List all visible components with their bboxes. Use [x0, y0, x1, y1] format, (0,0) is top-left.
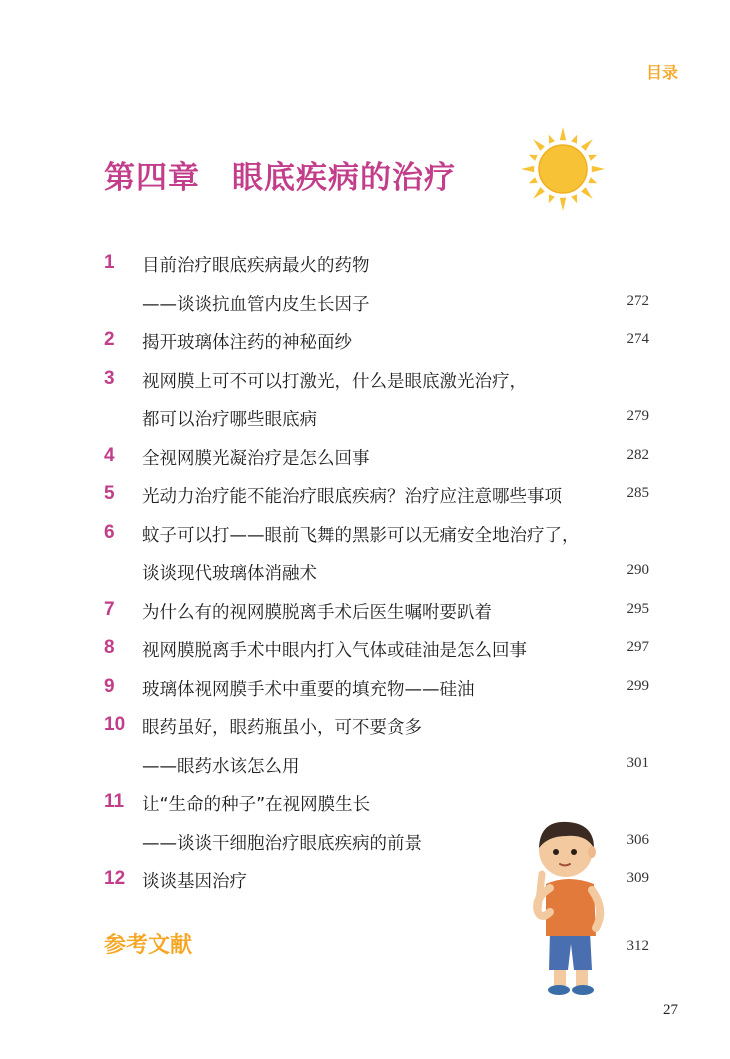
toc-entry-title: 都可以治疗哪些眼底病 [142, 410, 317, 430]
thinking-boy-illustration [516, 812, 620, 997]
toc-entry-page: 274 [626, 331, 649, 347]
sun-ray [592, 166, 605, 172]
toc-entry-page: 299 [626, 677, 649, 694]
toc-entry [104, 479, 649, 518]
section-label: 目录 [645, 63, 678, 82]
chapter-title: 第四章 眼底疾病的治疗 [104, 160, 456, 196]
toc-entry-number: 9 [104, 675, 115, 697]
toc-entry-number: 3 [104, 367, 115, 389]
toc-entry [104, 364, 649, 403]
toc-entry-title: 全视网膜光凝治疗是怎么回事 [142, 448, 370, 469]
toc-entry-title: 为什么有的视网膜脱离手术后医生嘱咐要趴着 [142, 602, 492, 623]
toc-entry-number: 10 [104, 714, 126, 735]
sun-ray [529, 177, 538, 183]
toc-entry [104, 402, 649, 441]
toc-entry [104, 287, 649, 326]
toc-entry-page: 306 [626, 831, 649, 848]
sun-ray [533, 139, 545, 151]
page-number: 27 [663, 1002, 678, 1018]
sun-ray [588, 155, 597, 161]
sun-icon [520, 126, 606, 212]
toc-entry-number: 2 [104, 329, 115, 350]
toc-entry-number: 1 [104, 252, 115, 273]
toc-entry-title: 谈谈基因治疗 [142, 872, 247, 892]
sun-ray [581, 187, 593, 199]
toc-list [104, 248, 649, 903]
toc-entry-title: 眼药虽好，眼药瓶虽小，可不要贪多 [142, 718, 422, 738]
toc-entry-page: 297 [626, 639, 649, 655]
toc-entry-page: 290 [626, 562, 649, 578]
toc-entry-number: 5 [104, 483, 115, 504]
sun-ray [581, 139, 593, 151]
toc-entry-page: 285 [626, 485, 649, 501]
toc-entry [104, 749, 649, 788]
references-heading: 参考文献 [104, 933, 193, 958]
toc-entry [104, 325, 649, 364]
toc-entry [104, 518, 649, 557]
toc-entry-title: 蚊子可以打——眼前飞舞的黑影可以无痛安全地治疗了， [142, 525, 580, 546]
toc-entry [104, 633, 649, 672]
toc-entry-title: 让“生命的种子”在视网膜生长 [142, 795, 371, 815]
toc-entry-page: 282 [626, 446, 649, 463]
toc-entry-title: 光动力治疗能不能治疗眼底疾病？治疗应注意哪些事项 [142, 487, 562, 507]
toc-entry-title: 目前治疗眼底疾病最火的药物 [142, 256, 370, 276]
toc-entry-title: 谈谈现代玻璃体消融术 [142, 564, 317, 584]
references-page: 312 [626, 938, 649, 954]
toc-entry-number: 7 [104, 598, 115, 620]
toc-entry [104, 248, 649, 287]
toc-entry [104, 556, 649, 595]
toc-entry-number: 11 [104, 791, 125, 812]
toc-entry-page: 272 [626, 292, 649, 309]
toc-entry [104, 595, 649, 634]
sun-ray [521, 166, 534, 172]
toc-entry-page: 279 [626, 408, 649, 424]
toc-entry-title: 揭开玻璃体注药的神秘面纱 [142, 333, 352, 353]
toc-entry-number: 8 [104, 637, 115, 658]
toc-entry [104, 441, 649, 480]
sun-ray [549, 135, 555, 144]
sun-ray [533, 187, 545, 199]
toc-entry-title: 玻璃体视网膜手术中重要的填充物——硅油 [142, 679, 475, 700]
toc-entry-number: 6 [104, 521, 115, 543]
toc-entry-title: ——眼药水该怎么用 [142, 756, 300, 777]
toc-entry-title: ——谈谈干细胞治疗眼底疾病的前景 [142, 833, 422, 854]
sun-ray [571, 194, 577, 203]
toc-entry-page: 295 [626, 600, 649, 617]
toc-entry-page: 309 [626, 870, 649, 886]
sun-ray [588, 177, 597, 183]
toc-entry-page: 301 [626, 754, 649, 771]
toc-entry-number: 12 [104, 868, 126, 889]
toc-entry-title: 视网膜上可不可以打激光，什么是眼底激光治疗， [142, 371, 527, 392]
toc-entry-title: 视网膜脱离手术中眼内打入气体或硅油是怎么回事 [142, 641, 527, 661]
sun-ray [560, 127, 566, 140]
sun-ray [529, 155, 538, 161]
sun-ray [571, 135, 577, 144]
toc-entry-title: ——谈谈抗血管内皮生长因子 [142, 294, 370, 315]
sun-ray [560, 198, 566, 211]
toc-entry [104, 672, 649, 711]
toc-entry-number: 4 [104, 444, 115, 466]
sun-ray [549, 194, 555, 203]
toc-entry [104, 710, 649, 749]
